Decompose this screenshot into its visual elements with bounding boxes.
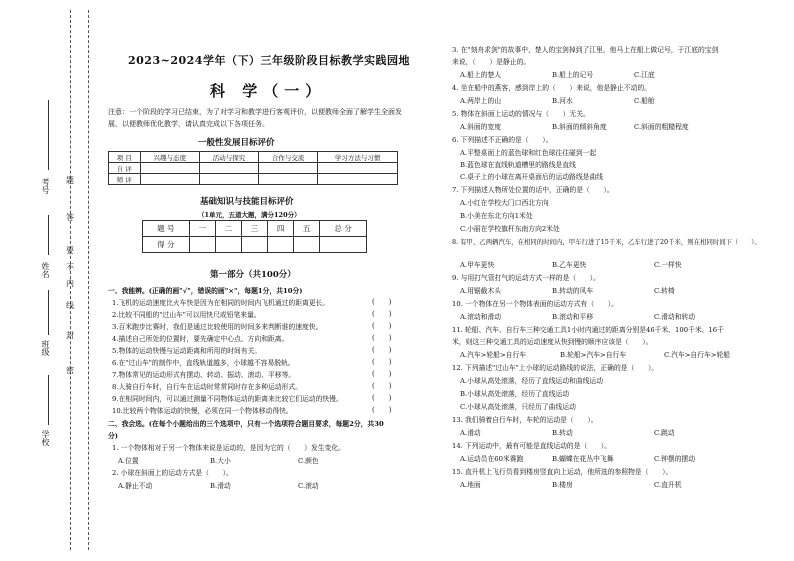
mc-question: 6. 下列描述不正确的是（ ）。	[452, 136, 553, 144]
mc-option: C.汽车>自行车>轮船	[664, 351, 731, 359]
mc-option: A.两岸上的山	[460, 97, 502, 105]
answer-blank[interactable]: ( )	[372, 382, 392, 390]
judge-question: 6.在"过山车"的制作中，直线轨道越多，小球越不容易脱轨。	[112, 359, 295, 367]
mc-option: C.一样快	[654, 261, 682, 269]
mc-question-cont: 来说，（ ）是静止的。	[452, 58, 531, 66]
answer-blank[interactable]: ( )	[372, 298, 392, 306]
school-label: 学校	[41, 430, 50, 446]
mc-question-cont: 米，则这三种交通工具的运动速度从快到慢的顺序应该是（ ）。	[452, 338, 653, 346]
answer-blank[interactable]: ( )	[372, 406, 392, 414]
judge-question: 10.比较两个物体运动的快慢，必须在同一个物体移动得快。	[112, 407, 293, 415]
basic-eval-subtitle: （1单元，五道大题，满分120分）	[198, 211, 301, 219]
subject-title: 科 学（一）	[210, 82, 327, 100]
table-header: 一	[189, 221, 215, 237]
judge-question: 9.在相同时间内，可以通过测量不同物体运动的距离来比较它们运动的快慢。	[112, 395, 343, 403]
mc-question: 11. 轮船、汽车、自行车三种交通工具1小时内通过的距离分别是46千米、100千米、16千	[452, 326, 724, 334]
mc-option: C.颜色	[298, 457, 319, 465]
mc-option: A.甲车更快	[460, 261, 495, 269]
eval-cell[interactable]	[199, 174, 258, 185]
answer-blank[interactable]: ( )	[372, 358, 392, 366]
seal-word: 要	[66, 246, 74, 255]
mc-option: A.船上的楚人	[460, 71, 502, 79]
mc-option: A.滚动和滑动	[460, 313, 502, 321]
mc-question: 10. 一个物体在另一个物体表面的运动方式有（ ）。	[452, 300, 618, 308]
seal-word: 封	[66, 331, 74, 340]
mc-option: B.轮船>汽车>自行车	[560, 351, 627, 359]
name-label: 姓名	[41, 262, 50, 278]
section2-heading: 二、我会选。(在每个小题给出的三个选项中，只有一个选项符合题目要求，每题2分，共30	[108, 420, 384, 428]
score-cell[interactable]	[320, 237, 367, 253]
mc-option: A.汽车>轮船>自行车	[460, 351, 527, 359]
mc-option: B.乙车更快	[552, 261, 587, 269]
table-header: 三	[241, 221, 267, 237]
mc-option: B.小美在东北方向1米处	[460, 212, 533, 220]
judge-question: 1.飞机的运动速度比火车快是因为在相同的时间内飞机通过的距离更长。	[112, 299, 330, 307]
mc-question: 5. 物体在斜面上运动的情况与（ ）无关。	[452, 110, 590, 118]
mc-option: A.小红在学校大门口西北方向	[460, 199, 549, 207]
mc-option: B.蝴蝶在花丛中飞舞	[552, 455, 614, 463]
mc-option: A.滑动	[460, 429, 481, 437]
mc-option: B.转动	[552, 429, 573, 437]
mc-option: C.滚动	[298, 482, 319, 490]
mc-question: 7. 下列描述人物所处位置的话中，正确的是（ ）。	[452, 186, 614, 194]
mc-option: A.斜面的宽度	[460, 123, 502, 131]
mc-option: A.小球从高处滚落，经历了直线运动和曲线运动	[460, 377, 604, 385]
mc-option: C.钟摆的摆动	[654, 455, 696, 463]
score-cell[interactable]	[294, 237, 320, 253]
table-header: 项 目	[109, 152, 141, 163]
score-cell[interactable]	[189, 237, 215, 253]
judge-question: 2.比较不同船的"过山车"可以用快尺或铅笔来量。	[112, 311, 261, 319]
number-blank	[48, 100, 49, 170]
mc-option: B.斜面的倾斜角度	[552, 123, 607, 131]
seal-word: 答	[66, 213, 74, 222]
exam-number-label: 考号	[41, 178, 50, 194]
table-header: 兴趣与态度	[140, 152, 199, 163]
class-blank	[48, 290, 49, 335]
judge-question: 8.人骑自行车时，自行车在运动时常常同时存在多种运动形式。	[112, 383, 302, 391]
eval-cell[interactable]	[259, 163, 318, 174]
mc-option: A.平整桌面上的蓝色球和红色球往往碰到一起	[460, 149, 597, 157]
seal-line-inner	[88, 10, 89, 550]
mc-option: C.直升机	[654, 481, 682, 489]
eval-cell[interactable]	[199, 163, 258, 174]
class-label: 班级	[41, 340, 50, 356]
table-header: 总 分	[320, 221, 367, 237]
mc-option: C.江底	[634, 71, 655, 79]
row-label: 师 评	[109, 174, 141, 185]
eval-cell[interactable]	[318, 163, 398, 174]
eval-cell[interactable]	[140, 174, 199, 185]
table-header: 题 号	[143, 221, 190, 237]
table-header: 四	[268, 221, 294, 237]
mc-option: B.河水	[552, 97, 573, 105]
table-header: 合作与交流	[259, 152, 318, 163]
eval-cell[interactable]	[259, 174, 318, 185]
instructions-line2: 展，以便教师优化教学，请认真完成以下各项任务。	[108, 120, 269, 128]
answer-blank[interactable]: ( )	[372, 310, 392, 318]
answer-blank[interactable]: ( )	[372, 346, 392, 354]
eval-cell[interactable]	[318, 174, 398, 185]
seal-word: 内	[66, 279, 74, 288]
mc-question: 1. 一个物体相对于另一个物体来说是运动的，是因为它的（ ）发生变化。	[112, 444, 345, 452]
seal-word: 密	[66, 366, 74, 375]
mc-option: A.静止不动	[118, 482, 153, 490]
general-eval-heading: 一般性发展目标评价	[198, 138, 275, 148]
mc-option: B.大小	[210, 457, 231, 465]
mc-option: C.转椅	[654, 287, 675, 295]
score-table	[142, 220, 367, 253]
mc-option: C.跳动	[654, 429, 675, 437]
mc-option: C.斜面的粗糙程度	[634, 123, 689, 131]
mc-option: A.位置	[118, 457, 139, 465]
judge-question: 7.物体常见的运动形式有摆动、转动、振动、滚动、平移等。	[112, 371, 296, 379]
name-blank	[48, 215, 49, 255]
score-cell[interactable]	[268, 237, 294, 253]
mc-option: C.桌子上的小球在离开桌面后的运动路线是曲线	[460, 173, 604, 181]
exam-title: 2023~2024学年（下）三年级阶段目标教学实践园地	[128, 54, 410, 67]
mc-option: B.转动的风车	[552, 287, 594, 295]
judge-question: 3.百米跑步比赛时，我们是通过比较使用的时间多来判断谁的速度快。	[112, 323, 323, 331]
eval-cell[interactable]	[140, 163, 199, 174]
answer-blank[interactable]: ( )	[372, 370, 392, 378]
mc-question: 8. 有甲、乙两辆汽车，在相同的时间内，甲车行进了15千米，乙车行进了20千米，则在相同时间下（ ）。	[452, 238, 761, 246]
mc-question: 3. 在"刻舟求剑"的故事中，楚人的宝剑掉到了江里，他马上在船上做记号，于江底的宝剑	[452, 46, 719, 54]
mc-question: 2. 小球在斜面上的运动方式是（ ）。	[112, 469, 233, 477]
mc-option: B.蓝色球在直线轨道槽里的路线是直线	[460, 161, 576, 169]
mc-option: B.滑动	[210, 482, 231, 490]
answer-blank[interactable]: ( )	[372, 322, 392, 330]
table-header: 二	[215, 221, 241, 237]
score-cell[interactable]	[215, 237, 241, 253]
answer-blank[interactable]: ( )	[372, 394, 392, 402]
seal-word: 不	[66, 263, 74, 272]
mc-question: 9. 与用打气管打气的运动方式一样的是（ ）。	[452, 274, 600, 282]
mc-question: 14. 下列运动中，最有可能是直线运动的是（ ）。	[452, 442, 612, 450]
general-eval-table	[108, 151, 398, 185]
section2-heading-cont: 分)	[108, 432, 119, 440]
mc-option: C.滑动和转动	[654, 313, 696, 321]
mc-option: A.运动员在60米赛跑	[460, 455, 524, 463]
mc-option: C.小丽在学校旗杆东南方向2米处	[460, 225, 560, 233]
mc-option: B.小球从高处滚落，经历了直线运动	[460, 390, 570, 398]
mc-option: A.地面	[460, 481, 481, 489]
mc-question: 4. 坐在船中的燕客，感到岸上的（ ）来说，他是静止不动的。	[452, 84, 651, 92]
part1-heading: 第一部分（共100分）	[210, 270, 296, 280]
score-cell[interactable]	[241, 237, 267, 253]
instructions-line1: 注意：一个阶段的学习已结束，为了对学习和教学进行客观评价，以便教师全面了解学生全面发	[108, 108, 402, 116]
table-header: 学习方法与习惯	[318, 152, 398, 163]
mc-option: C.小球从高处滚落，只经历了曲线运动	[460, 403, 576, 411]
basic-eval-heading: 基础知识与技能目标评价	[200, 197, 294, 207]
mc-option: B.楼房	[552, 481, 573, 489]
mc-option: C.船舱	[634, 97, 655, 105]
judge-question: 5.物体的运动快慢与运动距离和所用的时间有关。	[112, 347, 262, 355]
table-header: 活动与探究	[199, 152, 258, 163]
mc-question: 15. 直升机上飞行员看到楼房竖直向上运动，他所选的参照物是（ ）。	[452, 468, 673, 476]
mc-option: A.用锯截木头	[460, 287, 502, 295]
mc-question: 12. 下列描述"过山车"上小球的运动路线的说法，正确的是（ ）。	[452, 364, 659, 372]
seal-word: 题	[66, 176, 74, 185]
mc-question: 13. 我们骑着自行车时，车轮的运动是（ ）。	[452, 416, 598, 424]
row-label: 得 分	[143, 237, 190, 253]
mc-option: B.船上的记号	[552, 71, 594, 79]
judge-question: 4.描述自己所处的位置时，要先确定中心点、方向和距离。	[112, 335, 289, 343]
seal-word: 线	[66, 301, 74, 310]
row-label: 自 评	[109, 163, 141, 174]
mc-option: B.滚动和平移	[552, 313, 594, 321]
school-blank	[48, 375, 49, 425]
section1-heading: 一、我能辨。(正确的画"√"，错误的画"×"，每题1分，共10分)	[108, 287, 303, 295]
answer-blank[interactable]: ( )	[372, 334, 392, 342]
table-header: 五	[294, 221, 320, 237]
